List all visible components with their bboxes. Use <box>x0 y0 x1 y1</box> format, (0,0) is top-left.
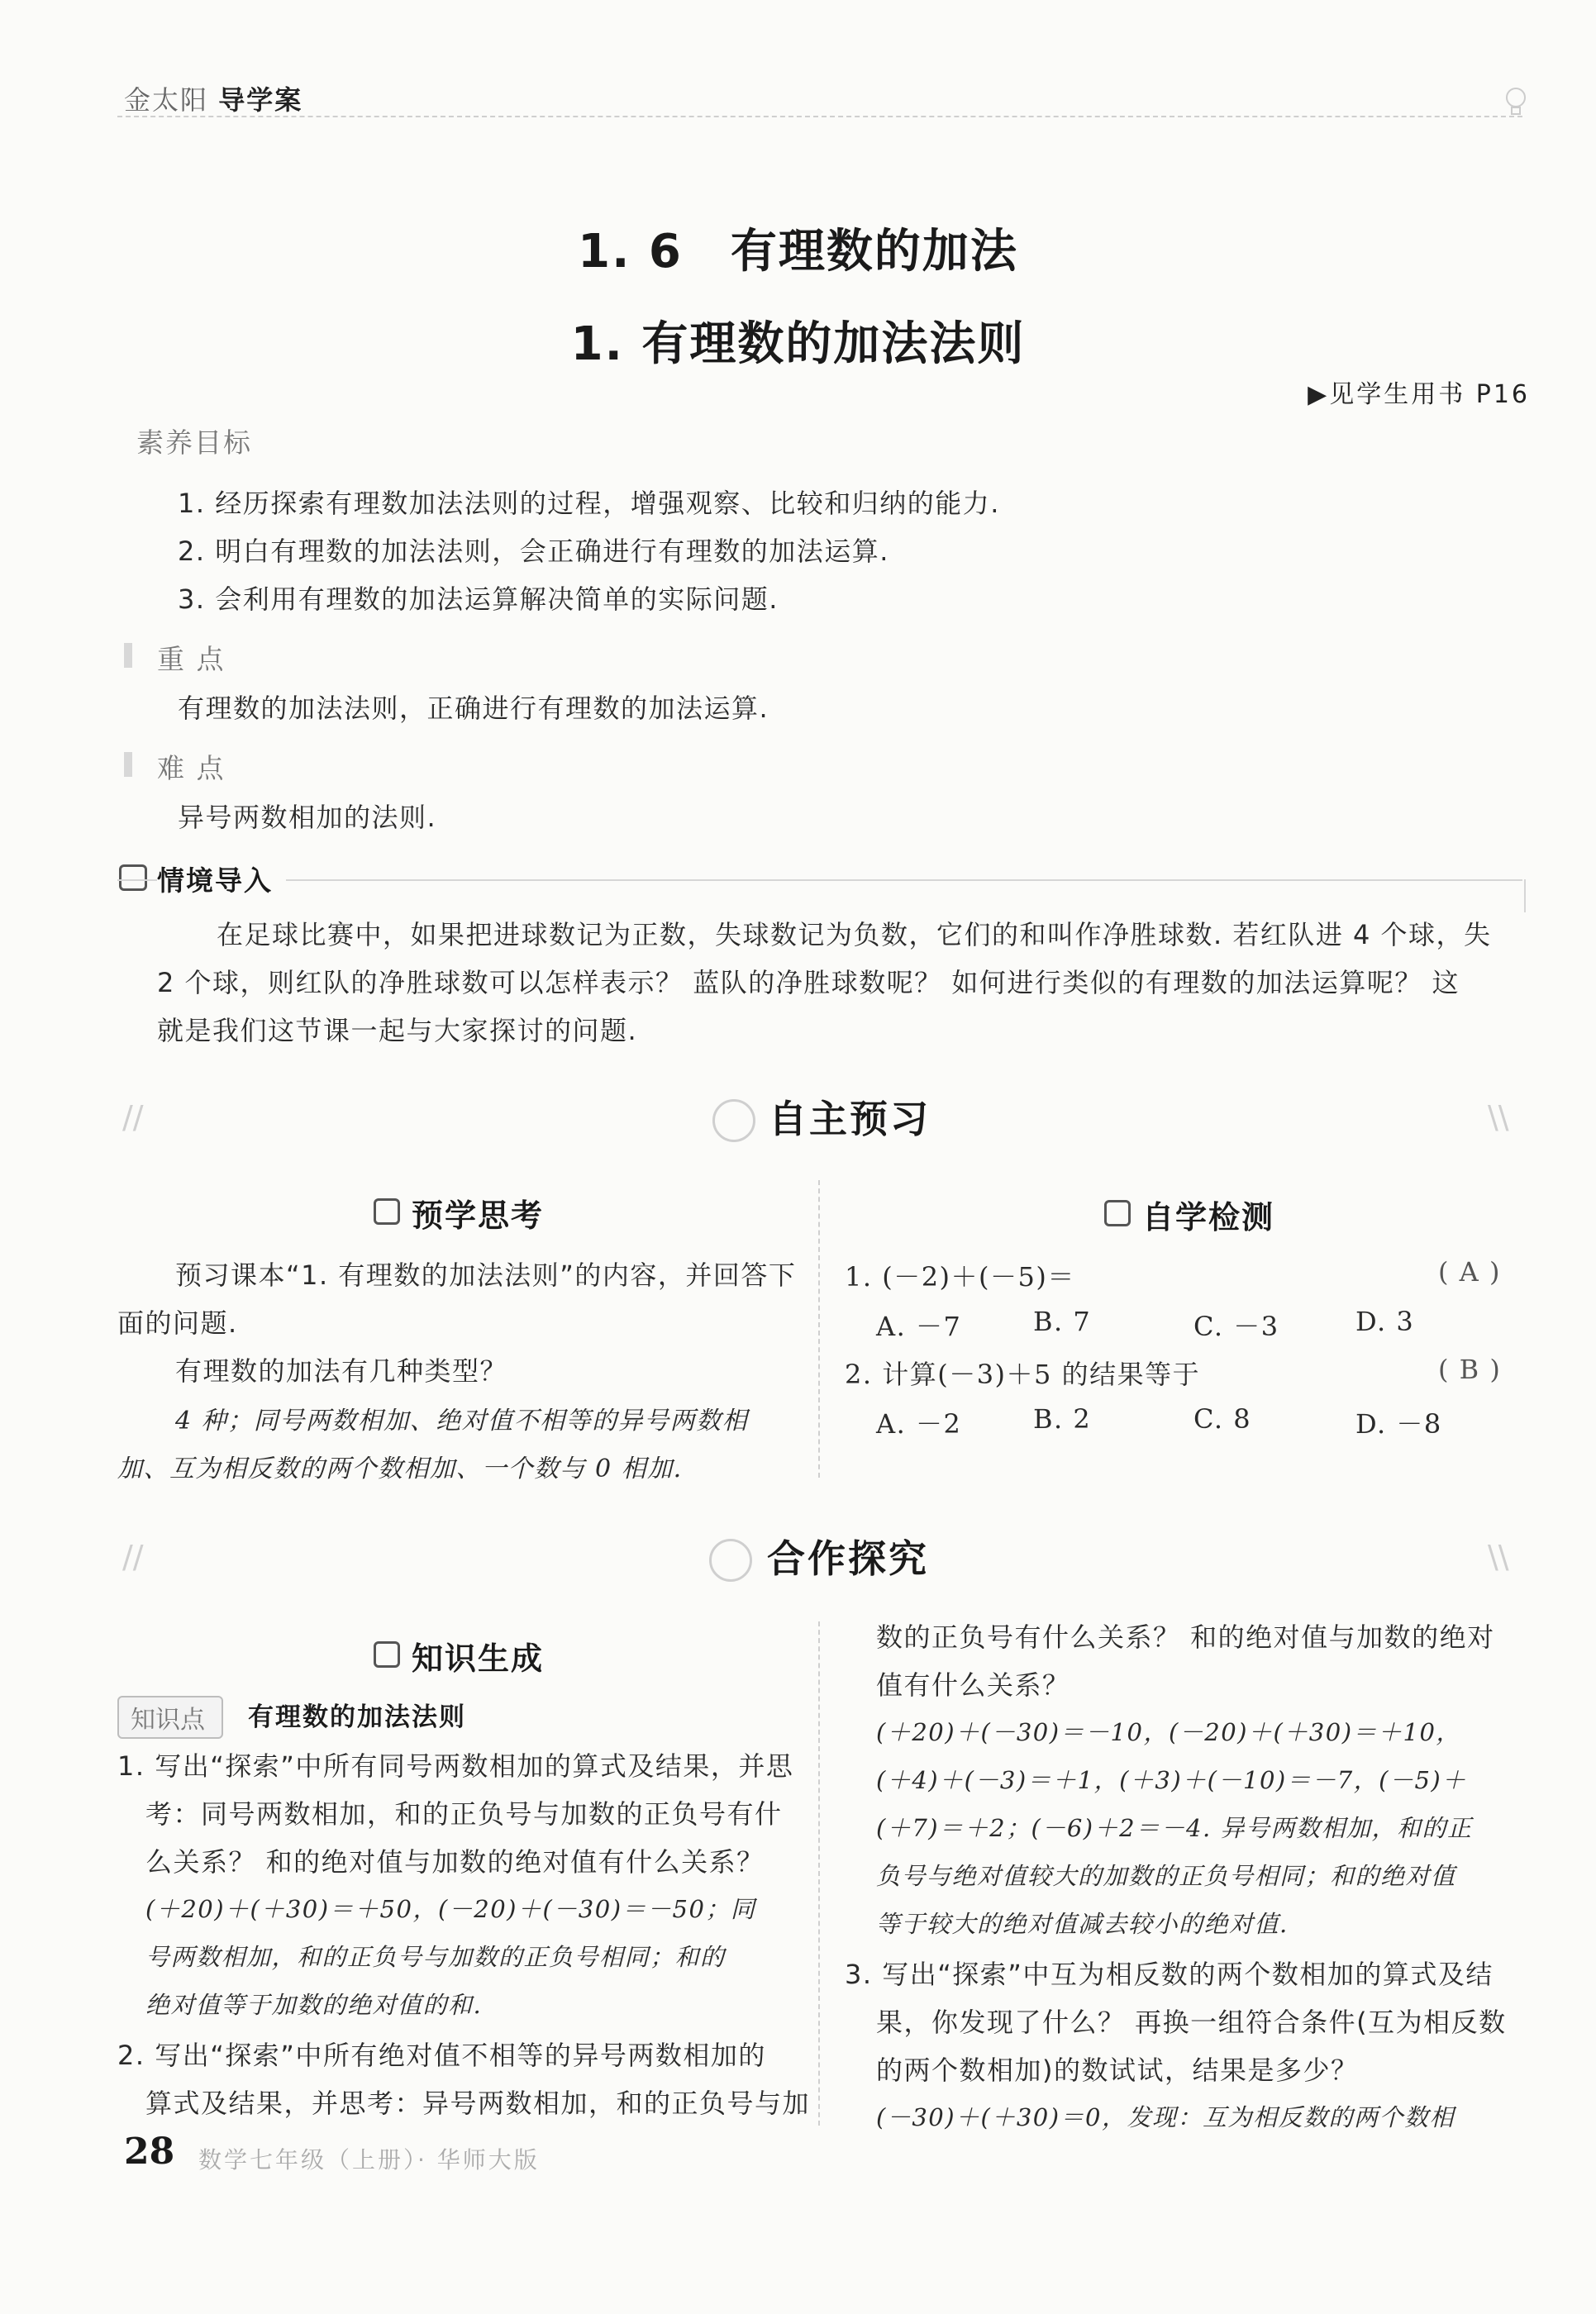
check-icon <box>1104 1200 1131 1226</box>
difficulty-text: 异号两数相加的法则. <box>178 802 437 833</box>
question-stem: 2. 计算(－3)＋5 的结果等于 <box>845 1359 1201 1390</box>
preview-answer: 加、互为相反数的两个数相加、一个数与 0 相加. <box>117 1455 683 1483</box>
question-answer: ( B ) <box>1438 1354 1502 1385</box>
option: A. －2 <box>876 1408 962 1440</box>
intro-icon <box>119 864 147 891</box>
self-study-banner: 自主预习 <box>769 1097 931 1141</box>
goal-item: 1. 经历探索有理数加法法则的过程，增强观察、比较和归纳的能力. <box>178 488 1000 519</box>
intro-line: 在足球比赛中，如果把进球数记为正数，失球数记为负数，它们的和叫作净胜球数. 若红队进 4 个球，失 <box>217 919 1492 950</box>
answer-text: (＋20)＋(－30)＝－10，(－20)＋(＋30)＝＋10， <box>876 1718 1461 1746</box>
key-point-text: 有理数的加法法则，正确进行有理数的加法运算. <box>178 693 769 724</box>
section-marker <box>124 752 132 777</box>
brand: 金太阳 导学案 <box>124 84 303 116</box>
answer-text: 负号与绝对值较大的加数的正负号相同；和的绝对值 <box>876 1862 1456 1890</box>
question-answer: ( A ) <box>1438 1256 1501 1288</box>
banner-icon <box>709 1539 752 1582</box>
section-title: 1. 6 有理数的加法 <box>578 225 1018 279</box>
knowledge-title: 知识生成 <box>412 1640 545 1677</box>
banner-decoration: \\ <box>1488 1539 1509 1575</box>
preview-text: 面的问题. <box>117 1307 238 1339</box>
option: B. 7 <box>1033 1306 1092 1337</box>
question-text: 么关系？ 和的绝对值与加数的绝对值有什么关系？ <box>145 1846 765 1878</box>
answer-text: 绝对值等于加数的绝对值的和. <box>145 1991 483 2019</box>
knowledge-point-tag: 知识点 <box>117 1696 223 1739</box>
key-point-label: 重 点 <box>157 643 226 675</box>
subsection-title: 1. 有理数的加法法则 <box>570 317 1026 371</box>
book-reference: ▶见学生用书 P16 <box>1308 380 1530 409</box>
question-stem: 1. (－2)＋(－5)＝ <box>845 1261 1075 1293</box>
footer-text: 数学七年级（上册）· 华师大版 <box>198 2146 540 2174</box>
lightbulb-icon <box>1504 86 1527 119</box>
knowledge-icon <box>374 1641 400 1668</box>
page-number: 28 <box>124 2131 175 2173</box>
header-divider <box>117 116 1522 117</box>
banner-decoration: \\ <box>1488 1099 1509 1136</box>
question-text: 的两个数相加)的数试试，结果是多少？ <box>876 2055 1359 2086</box>
coop-banner: 合作探究 <box>767 1536 929 1581</box>
banner-icon <box>712 1099 755 1142</box>
intro-line: 就是我们这节课一起与大家探讨的问题. <box>157 1015 638 1046</box>
question-text: 算式及结果，并思考：异号两数相加，和的正负号与加 <box>145 2088 811 2119</box>
question-text: 值有什么关系？ <box>876 1669 1070 1701</box>
answer-text: (＋4)＋(－3)＝＋1，(＋3)＋(－10)＝－7，(－5)＋ <box>876 1766 1467 1794</box>
option: C. －3 <box>1193 1311 1279 1342</box>
preview-question: 有理数的加法有几种类型？ <box>175 1355 508 1387</box>
option: D. 3 <box>1355 1306 1415 1337</box>
question-text: 考：同号两数相加，和的正负号与加数的正负号有什 <box>145 1798 783 1830</box>
answer-text: 号两数相加，和的正负号与加数的正负号相同；和的 <box>145 1943 726 1971</box>
option: A. －7 <box>876 1311 962 1342</box>
question-text: 1. 写出“探索”中所有同号两数相加的算式及结果，并思 <box>117 1750 794 1782</box>
column-divider <box>818 1621 820 2126</box>
goal-item: 2. 明白有理数的加法法则，会正确进行有理数的加法运算. <box>178 536 889 567</box>
preview-text: 预习课本“1. 有理数的加法法则”的内容，并回答下 <box>175 1259 797 1291</box>
intro-label: 情境导入 <box>157 859 286 898</box>
question-text: 数的正负号有什么关系？ 和的绝对值与加数的绝对 <box>876 1621 1495 1653</box>
intro-line: 2 个球，则红队的净胜球数可以怎样表示？ 蓝队的净胜球数呢？ 如何进行类似的有理数的加法运算呢？ 这 <box>157 967 1460 998</box>
intro-divider <box>117 879 1522 881</box>
check-title: 自学检测 <box>1142 1199 1275 1236</box>
knowledge-point-title: 有理数的加法法则 <box>248 1702 466 1732</box>
goals-label: 素养目标 <box>136 426 252 459</box>
banner-decoration: // <box>122 1539 144 1575</box>
goal-item: 3. 会利用有理数的加法运算解决简单的实际问题. <box>178 583 779 615</box>
question-text: 3. 写出“探索”中互为相反数的两个数相加的算式及结 <box>845 1959 1494 1990</box>
answer-text: (＋20)＋(＋30)＝＋50，(－20)＋(－30)＝－50；同 <box>145 1895 756 1923</box>
preview-answer: 4 种；同号两数相加、绝对值不相等的异号两数相 <box>175 1407 749 1436</box>
answer-text: (－30)＋(＋30)＝0，发现：互为相反数的两个数相 <box>876 2103 1455 2131</box>
preview-title: 预学思考 <box>412 1197 545 1234</box>
banner-decoration: // <box>122 1099 144 1136</box>
intro-bracket <box>1517 879 1526 912</box>
option: D. －8 <box>1355 1408 1442 1440</box>
question-text: 2. 写出“探索”中所有绝对值不相等的异号两数相加的 <box>117 2040 766 2071</box>
answer-text: (＋7)＝＋2；(－6)＋2＝－4. 异号两数相加，和的正 <box>876 1814 1473 1842</box>
answer-text: 等于较大的绝对值减去较小的绝对值. <box>876 1910 1289 1938</box>
option: C. 8 <box>1193 1403 1252 1435</box>
column-divider <box>818 1180 820 1478</box>
option: B. 2 <box>1033 1403 1092 1435</box>
difficulty-label: 难 点 <box>157 752 226 784</box>
preview-icon <box>374 1198 400 1225</box>
section-marker <box>124 643 132 668</box>
question-text: 果，你发现了什么？ 再换一组符合条件(互为相反数 <box>876 2007 1507 2038</box>
